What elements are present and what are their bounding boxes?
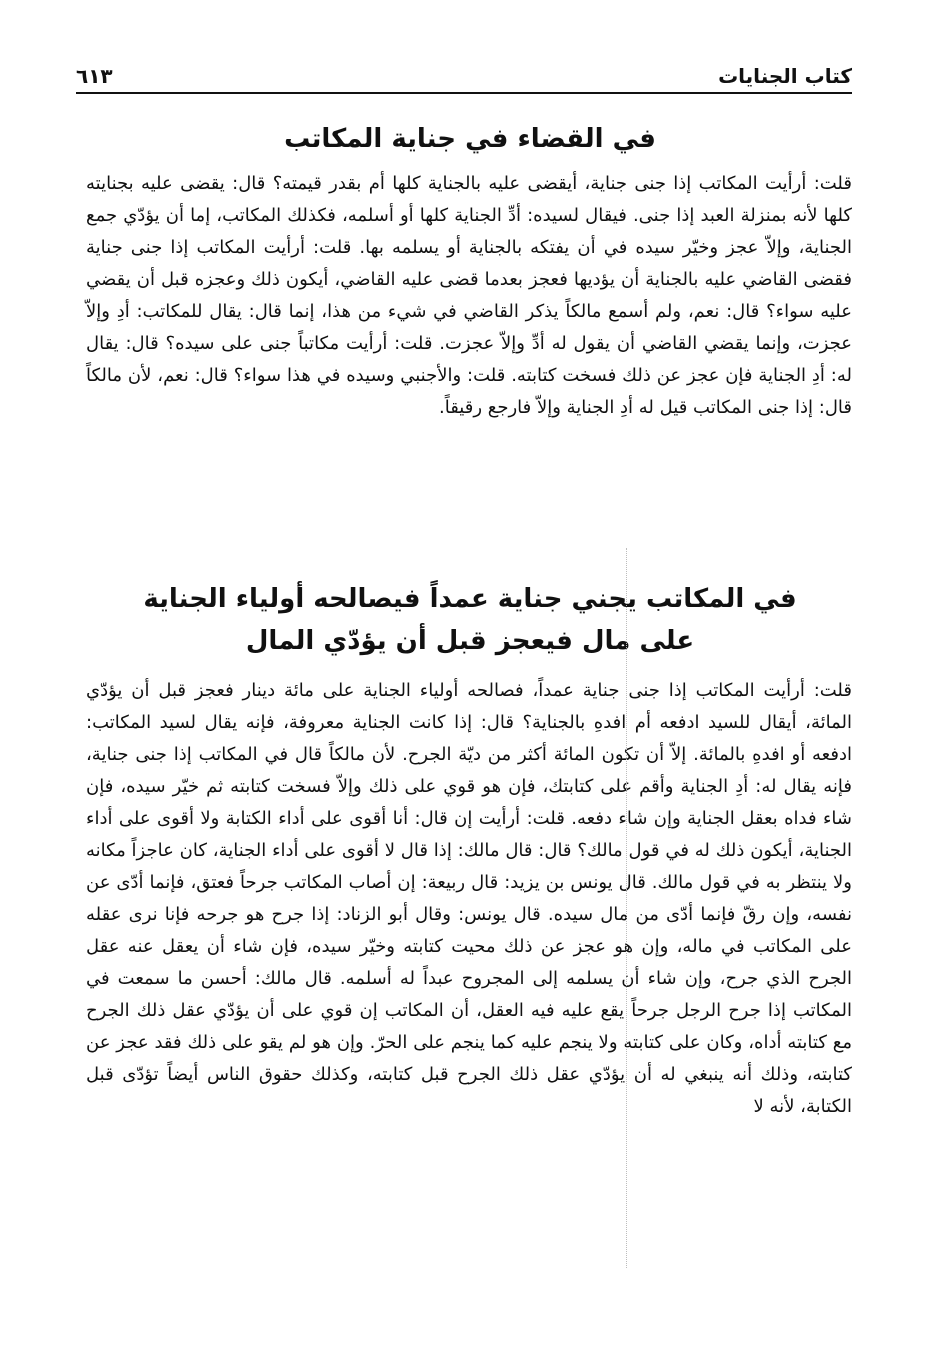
section-heading-2-line1: في المكاتب يجني جناية عمداً فيصالحه أولياء الجناية [143,584,797,614]
scan-fold-line [626,548,627,1268]
header-divider [76,92,852,94]
running-title: كتاب الجنايات [718,64,852,88]
section-heading-1-text: في القضاء في جناية المكاتب [284,124,656,154]
section-body-1: قلت: أرأيت المكاتب إذا جنى جناية، أيقضى عليه بالجناية كلها أم بقدر قيمته؟ قال: يقضى عليه بجنايته كلها لأنه بمنزلة العبد إذا جنى. فيقال لسيده: أدِّ الجناية كلها أو أسلمه، فكذلك المكاتب، إما أن يؤدّي جمع الجناية، وإلاّ عجز وخيّر سيده في أن يفتكه بالجناية أو يسلمه بها. قلت: أرأيت المكاتب إذا جنى جناية فقضى القاضي عليه بالجناية أن يؤديها فعجز بعدما قضى عليه القاضي، أيكون ذلك وعجزه قبل أن يقضي عليه سواء؟ قال: نعم، ولم أسمع مالكاً يذكر القاضي في شيء من هذا، إنما قال: يقال للمكاتب: أدِ وإلاّ عجزت، وإنما يقضي القاضي أن يقول له أدِّ وإلاّ عجزت. قلت: أرأيت مكاتباً جنى على سيده؟ قال: يقال له: أدِ الجناية فإن عجز عن ذلك فسخت كتابته. قلت: والأجنبي وسيده في هذا سواء؟ قال: نعم، لأن مالكاً قال: إذا جنى المكاتب قيل له أدِ الجناية وإلاّ فارجع رقيقاً. [86,173,852,418]
page-header [76,58,852,88]
section-body-2: قلت: أرأيت المكاتب إذا جنى جناية عمداً، فصالحه أولياء الجناية على مائة دينار فعجز قبل أن يؤدّي المائة، أيقال للسيد ادفعه أم افدهِ بالجناية؟ قال: إذا كانت الجناية معروفة، فإنه يقال لسيد المكاتب: ادفعه أو افدهِ بالمائة. إلاّ أن تكون المائة أكثر من ديّة الجرح. لأن مالكاً قال في المكاتب إذا جنى جناية، فإنه يقال له: أدِ الجناية وأقم على كتابتك، فإن هو قوي على ذلك وإلاّ فسخت كتابته ثم خيّر سيده، فإن شاء فداه بعقل الجناية وإن شاء دفعه. قلت: أرأيت إن قال: أنا أقوى على أداء الكتابة ولا أقوى على أداء الجناية، أيكون ذلك له في قول مالك؟ قال: قال مالك: إذا قال لا أقوى على أداء الجناية، كان عاجزاً مكانه ولا ينتظر به في قول مالك. قال يونس بن يزيد: قال ربيعة: إن أصاب المكاتب جرحاً فعتق، فإنما أدّى عن نفسه، وإن رقّ فإنما أدّى من مال سيده. قال يونس: وقال أبو الزناد: إذا جرح هو جرحه فإنا نرى عقله على المكاتب في ماله، وإن هو عجز عن ذلك محيت كتابته وخيّر سيده، فإن شاء أن يعقل عنه عقل الجرح الذي جرح، وإن شاء أن يسلمه إلى المجروح عبداً له أسلمه. قال مالك: أحسن ما سمعت في المكاتب إذا جرح الرجل جرحاً يقع عليه فيه العقل، أن المكاتب إن قوي على أن يؤدّي عقل ذلك الجرح مع كتابته أداه، وكان على كتابته ولا ينجم عليه كما ينجم على الحرّ. وإن هو لم يقو على ذلك فقد عجز عن كتابته، وذلك أنه ينبغي له أن يؤدّي عقل ذلك الجرح قبل كتابته، وكذلك حقوق الناس أيضاً تؤدّى قبل الكتابة، لأنه لا [86,680,852,1117]
section-heading-2 [100,578,840,662]
section-heading-1 [100,118,840,160]
section-heading-2-line2: على مال فيعجز قبل أن يؤدّي المال [245,626,695,656]
page-number: ٦١٣ [76,64,113,88]
